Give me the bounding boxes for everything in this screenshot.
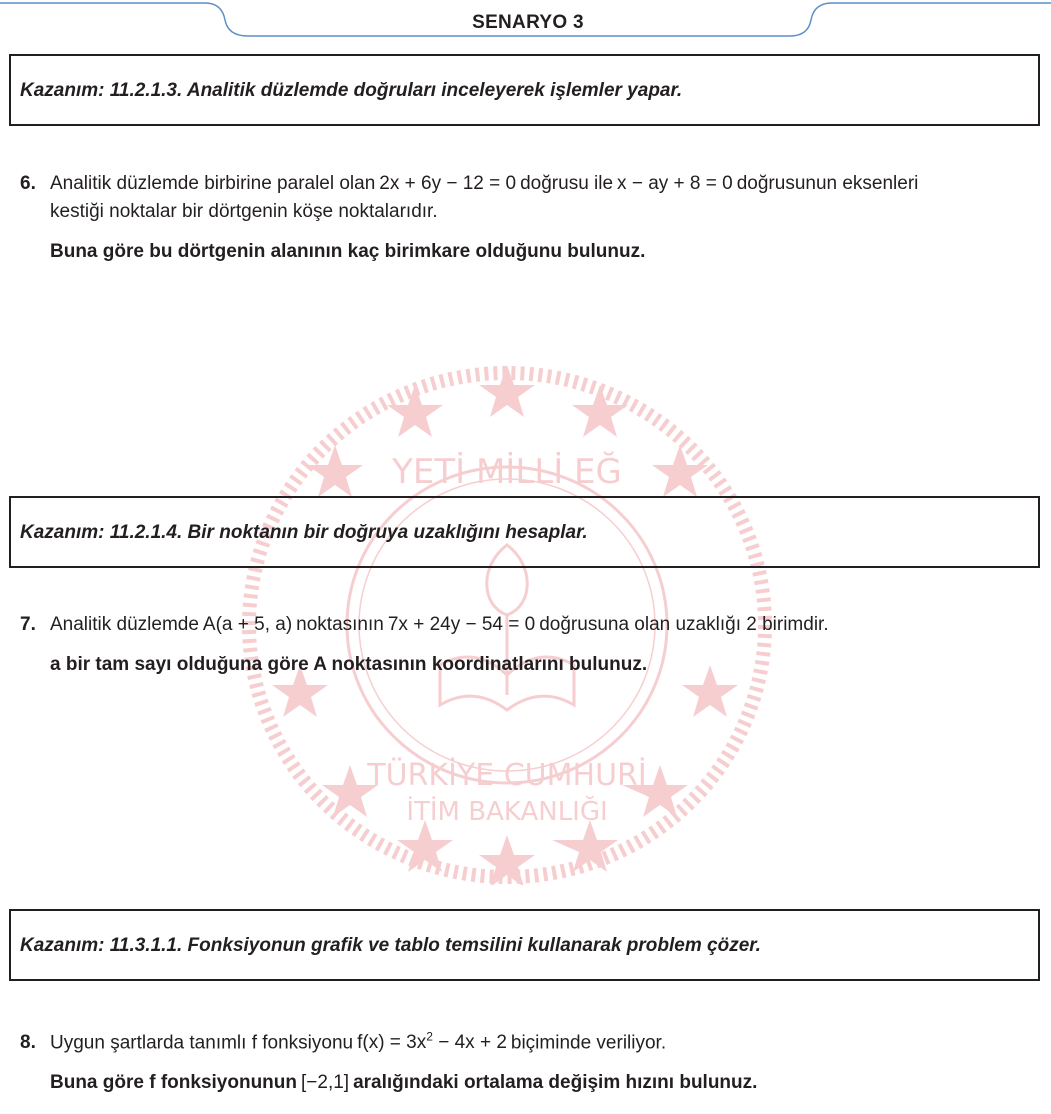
- point-a: A(a + 5, a): [202, 614, 293, 635]
- seal-bottom-text: TÜRKİYE CUMHURİ: [367, 758, 647, 793]
- seal-star: [387, 385, 443, 437]
- question-prompt: [20, 1069, 1040, 1097]
- seal-star: [307, 445, 363, 497]
- seal-right-text: İTİM BAKANLIĞI: [406, 797, 608, 827]
- kazanim-text: Kazanım: 11.3.1.1. Fonksiyonun grafik ve tablo temsilini kullanarak problem çözer.: [20, 935, 761, 956]
- function-definition: [357, 1032, 507, 1053]
- question-text: Uygun şartlarda tanımlı f fonksiyonu: [50, 1032, 354, 1054]
- question-text: doğrusuna olan uzaklığı 2 birimdir.: [539, 614, 829, 635]
- question-text: noktasının: [296, 614, 384, 635]
- equation-2: x − ay + 8 = 0: [617, 173, 733, 194]
- question-text: biçiminde veriliyor.: [510, 1032, 667, 1054]
- equation-1: 2x + 6y − 12 = 0: [379, 173, 517, 194]
- question-text: Analitik düzlemde birbirine paralel olan: [50, 173, 376, 194]
- question-number: 6.: [20, 173, 36, 194]
- question-text-line2: kestiği noktalar bir dörtgenin köşe noktalarıdır.: [50, 201, 438, 222]
- kazanim-box-2: [9, 496, 1040, 568]
- header-tab: [0, 0, 1051, 40]
- interval: [−2,1]: [301, 1072, 350, 1094]
- question-text: doğrusu ile: [520, 173, 614, 194]
- question-6: [20, 170, 1040, 266]
- question-number: 8.: [20, 1032, 36, 1054]
- question-7: [20, 611, 1040, 679]
- kazanim-text: Kazanım: 11.2.1.3. Analitik düzlemde doğruları inceleyerek işlemler yapar.: [20, 80, 683, 101]
- question-prompt: a bir tam sayı olduğuna göre A noktasının koordinatlarını bulunuz.: [50, 654, 648, 675]
- kazanim-box-3: [9, 909, 1040, 981]
- function-exponent: 2: [426, 1030, 433, 1044]
- question-8: [20, 1023, 1040, 1097]
- function-rhs: − 4x + 2: [438, 1032, 507, 1054]
- page-title: SENARYO 3: [472, 12, 584, 33]
- question-prompt: Buna göre bu dörtgenin alanının kaç birimkare olduğunu bulunuz.: [50, 241, 646, 262]
- prompt-text: Buna göre f fonksiyonunun: [50, 1072, 297, 1094]
- question-text: Analitik düzlemde: [50, 614, 199, 635]
- seal-top-text: YETİ MİLLİ EĞ: [392, 452, 622, 492]
- question-text: doğrusunun eksenleri: [736, 173, 919, 194]
- prompt-text: aralığındaki ortalama değişim hızını bulunuz.: [353, 1072, 758, 1094]
- question-number: 7.: [20, 614, 36, 635]
- kazanim-box-1: [9, 54, 1040, 126]
- kazanim-text: Kazanım: 11.2.1.4. Bir noktanın bir doğruya uzaklığını hesaplar.: [20, 522, 588, 543]
- seal-star: [397, 820, 453, 872]
- function-lhs: f(x) = 3x: [357, 1032, 427, 1054]
- equation: 7x + 24y − 54 = 0: [387, 614, 536, 635]
